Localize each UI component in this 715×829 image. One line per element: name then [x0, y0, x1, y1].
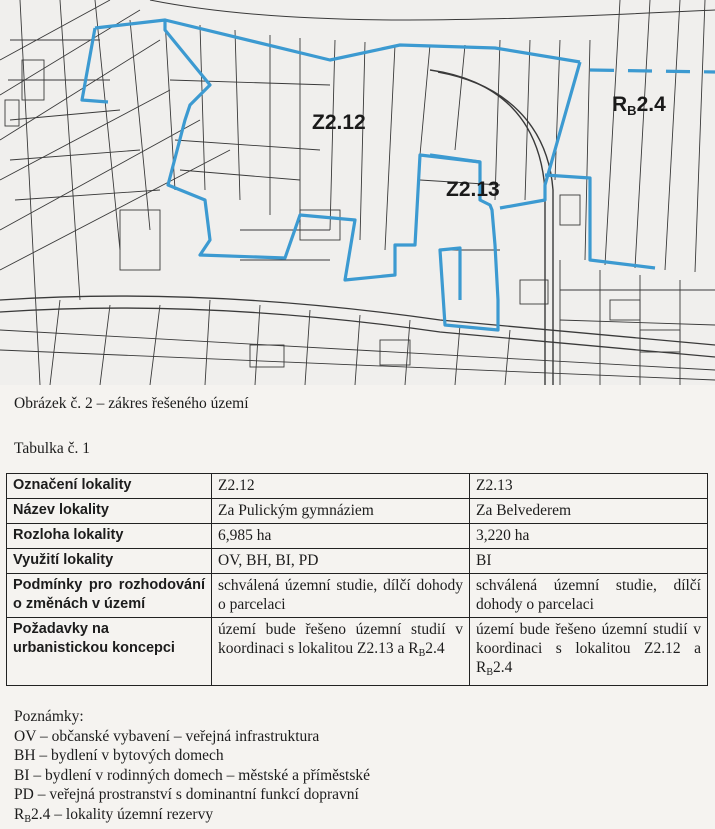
cell-z212: Za Pulickým gymnáziem	[212, 499, 470, 524]
row-header: Využití lokality	[7, 549, 212, 574]
figure-caption: Obrázek č. 2 – zákres řešeného území	[14, 395, 249, 413]
cell-z213: Za Belvederem	[470, 499, 708, 524]
cell-z213: 3,220 ha	[470, 524, 708, 549]
cell-z213: BI	[470, 549, 708, 574]
row-header: Požadavky na urbanistickou koncepci	[7, 618, 212, 686]
table-row	[7, 474, 708, 499]
parcel-lines	[0, 0, 715, 385]
map-label-rb24: $R_B2.4$	[612, 93, 666, 118]
note-item: BI – bydlení v rodinných domech – městské a příměstské	[14, 766, 370, 786]
cell-z212: schválená územní studie, dílčí dohody o parcelaci	[212, 574, 470, 618]
map-label-z212: Z2.12	[312, 111, 366, 135]
rb-ref: $R_B2.4$	[408, 640, 444, 657]
notes	[14, 707, 370, 829]
note-item: $R_B2.4$ – lokality územní rezervy	[14, 805, 370, 829]
map-label-z213: Z2.13	[446, 178, 500, 202]
cell-z213: schválená územní studie, dílčí dohody o parcelaci	[470, 574, 708, 618]
note-item: PD – veřejná prostranství s dominantní funkcí dopravní	[14, 785, 370, 805]
cadastral-map	[0, 0, 715, 385]
note-item: BH – bydlení v bytových domech	[14, 746, 370, 766]
cell-z213: Z2.13	[470, 474, 708, 499]
table-row	[7, 549, 708, 574]
table-row	[7, 574, 708, 618]
locality-boundaries	[82, 20, 715, 330]
table-row	[7, 618, 708, 686]
row-header: Označení lokality	[7, 474, 212, 499]
cell-z212: Z2.12	[212, 474, 470, 499]
map-drawing	[0, 0, 715, 385]
row-header: Podmínky pro rozhodování o změnách v území	[7, 574, 212, 618]
cell-z213: území bude řešeno územní studií v koordinaci s lokalitou Z2.12 a $R_B2.4$	[470, 618, 708, 686]
note-item: OV – občanské vybavení – veřejná infrastruktura	[14, 727, 370, 747]
cell-z212: OV, BH, BI, PD	[212, 549, 470, 574]
table-title: Tabulka č. 1	[14, 440, 90, 458]
rb-ref: $R_B2.4$	[476, 659, 512, 676]
table-row	[7, 499, 708, 524]
locality-table	[6, 473, 708, 686]
table-row	[7, 524, 708, 549]
notes-title: Poznámky:	[14, 707, 370, 727]
cell-z212: území bude řešeno územní studií v koordinaci s lokalitou Z2.13 a $R_B2.4$	[212, 618, 470, 686]
row-header: Název lokality	[7, 499, 212, 524]
cell-z212: 6,985 ha	[212, 524, 470, 549]
row-header: Rozloha lokality	[7, 524, 212, 549]
